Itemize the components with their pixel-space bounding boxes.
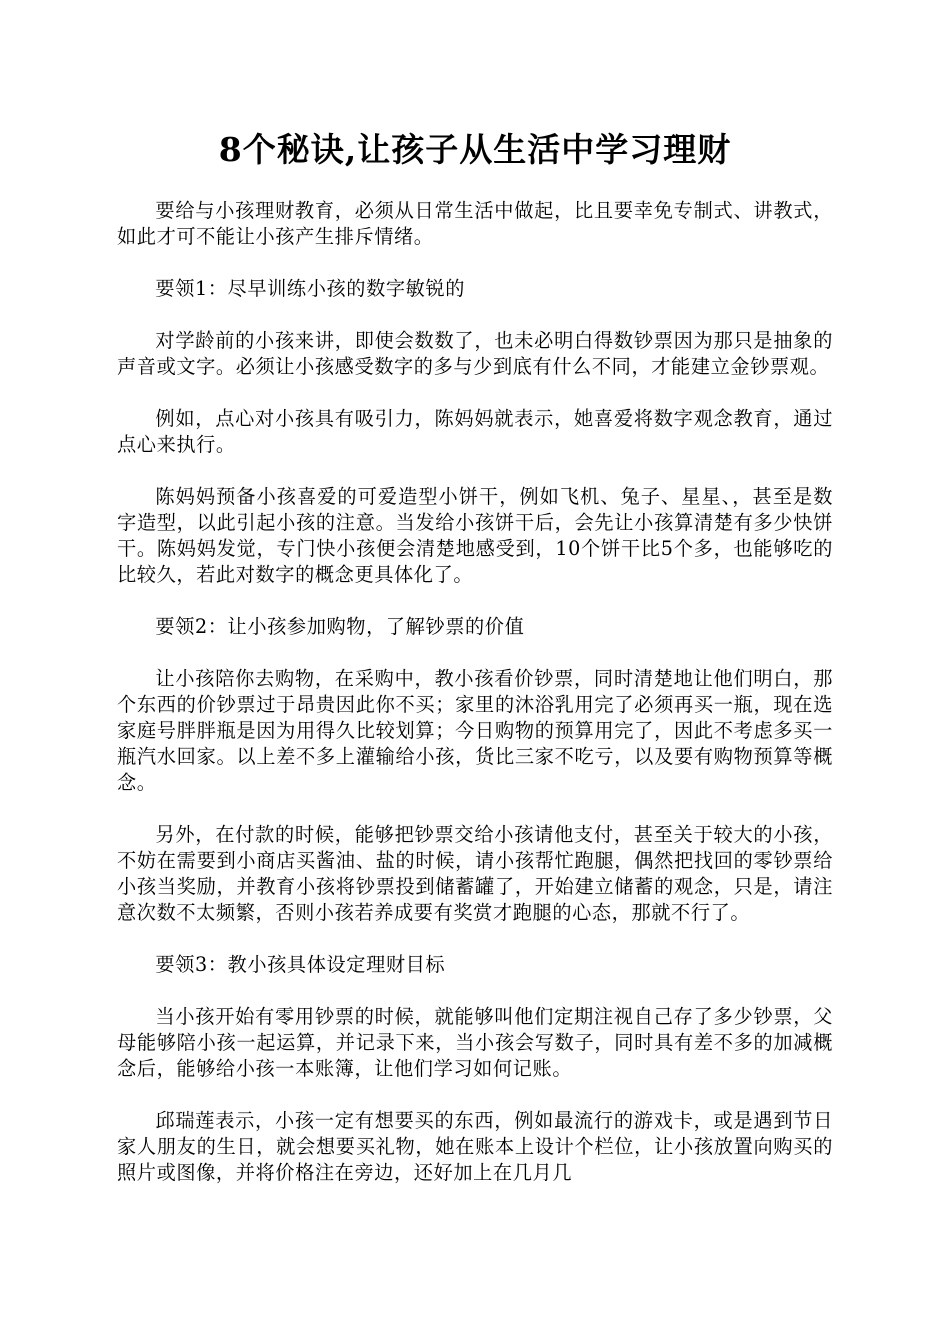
paragraph: 另外，在付款的时候，能够把钞票交给小孩请他支付，甚至关于较大的小孩，不妨在需要到小商店买酱油、盐的时候，请小孩帮忙跑腿，偶然把找回的零钞票给小孩当奖励，并教育小孩将钞票投到储蓄罐了，开始建立储蓄的观念，只是，请注意次数不太频繁，否则小孩若养成要有奖赏才跑腿的心态，那就不行了。 — [117, 823, 833, 924]
section-heading-2: 要领2：让小孩参加购物，了解钞票的价值 — [155, 615, 525, 638]
paragraph: 邱瑞莲表示，小孩一定有想要买的东西，例如最流行的游戏卡，或是遇到节日家人朋友的生日，就会想要买礼物，她在账本上设计个栏位，让小孩放置向购买的照片或图像，并将价格注在旁边，还好加上在几月几 — [117, 1109, 833, 1184]
paragraph: 让小孩陪你去购物，在采购中，教小孩看价钞票，同时清楚地让他们明白，那个东西的价钞票过于昂贵因此你不买；家里的沐浴乳用完了必须再买一瓶，现在选家庭号胖胖瓶是因为用得久比较划算；今日购物的预算用完了，因此不考虑多买一瓶汽水回家。以上差不多上灌输给小孩，货比三家不吃亏，以及要有购物预算等概念。 — [117, 667, 833, 794]
section-heading-1: 要领1：尽早训练小孩的数字敏锐的 — [155, 277, 466, 300]
paragraph: 对学龄前的小孩来讲，即使会数数了，也未必明白得数钞票因为那只是抽象的声音或文字。必须让小孩感受数字的多与少到底有什么不同，才能建立金钞票观。 — [117, 329, 833, 378]
paragraph-intro: 要给与小孩理财教育，必须从日常生活中做起，比且要幸免专制式、讲教式，如此才可不能让小孩产生排斥情绪。 — [117, 199, 833, 248]
section-heading-3: 要领3：教小孩具体设定理财目标 — [155, 953, 446, 976]
paragraph: 陈妈妈预备小孩喜爱的可爱造型小饼干，例如飞机、兔子、星星、，甚至是数字造型，以此引起小孩的注意。当发给小孩饼干后，会先让小孩算清楚有多少快饼干。陈妈妈发觉，专门快小孩便会清楚地感受到，10个饼干比5个多，也能够吃的比较久，若此对数字的概念更具体化了。 — [117, 485, 833, 586]
document-body — [117, 198, 833, 1212]
paragraph: 当小孩开始有零用钞票的时候，就能够叫他们定期注视自己存了多少钞票，父母能够陪小孩一起运算，并记录下来，当小孩会写数子，同时具有差不多的加减概念后，能够给小孩一本账簿，让他们学习如何记账。 — [117, 1005, 833, 1080]
document-title: 8个秘诀,让孩子从生活中学习理财 — [218, 130, 732, 169]
paragraph: 例如，点心对小孩具有吸引力，陈妈妈就表示，她喜爱将数字观念教育，通过点心来执行。 — [117, 407, 833, 456]
